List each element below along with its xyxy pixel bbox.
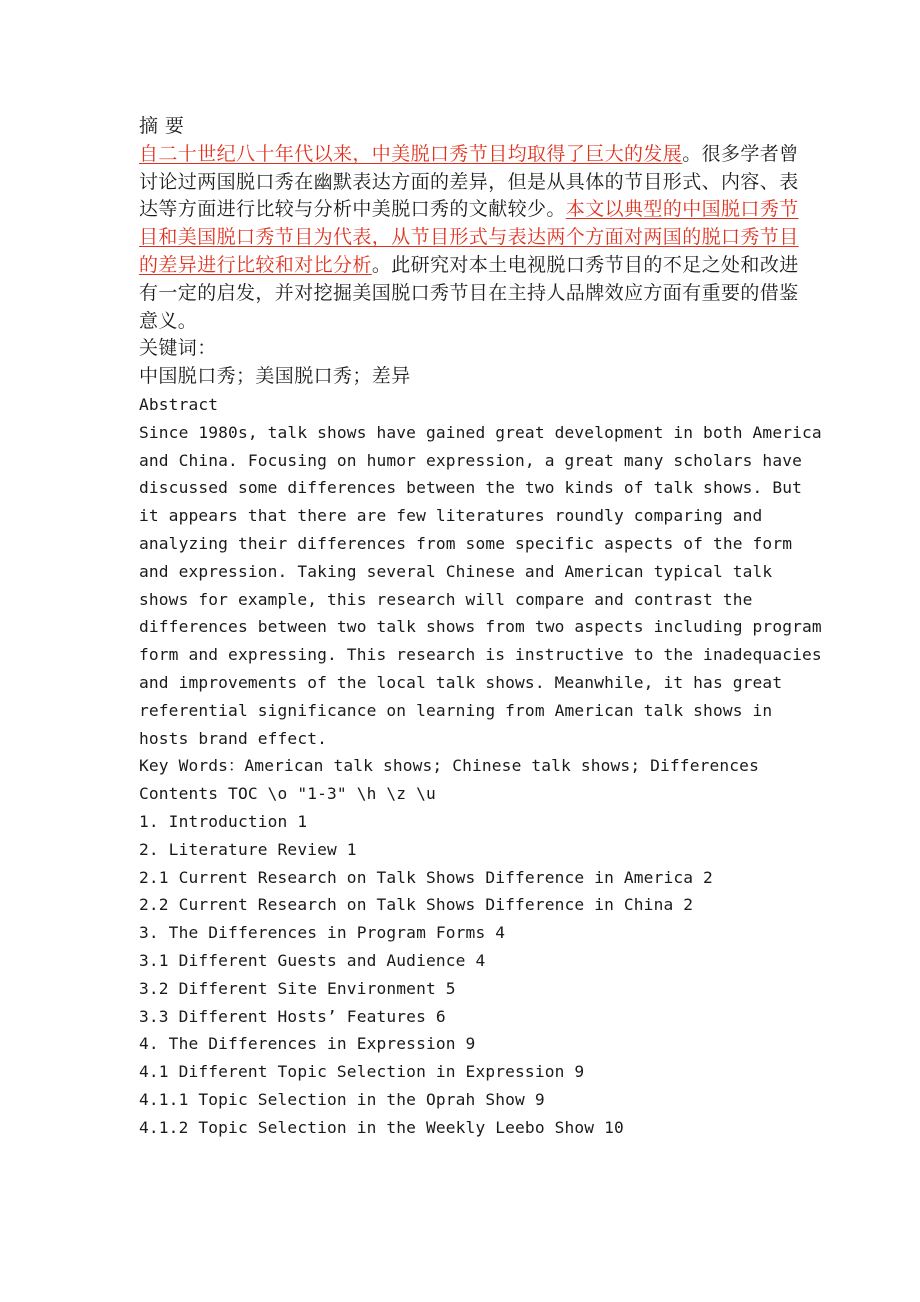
abstract-en-line: referential significance on learning from American talk shows in bbox=[139, 700, 773, 720]
contents-list bbox=[139, 808, 799, 1142]
plain-text: 讨论过两国脱口秀在幽默表达方面的差异，但是从具体的节目形式、内容、表 bbox=[139, 170, 799, 193]
plain-text: 有一定的启发，并对挖掘美国脱口秀节目在主持人品牌效应方面有重要的借鉴 bbox=[139, 281, 799, 304]
highlighted-text: 的差异进行比较和对比分析 bbox=[139, 253, 372, 276]
abstract-cn-heading: 摘 要 bbox=[139, 115, 185, 137]
toc-entry[interactable]: 1. Introduction 1 bbox=[139, 811, 308, 831]
abstract-en-line: Since 1980s, talk shows have gained great development in both America bbox=[139, 422, 822, 442]
document-page bbox=[139, 113, 822, 1141]
abstract-en-line: differences between two talk shows from two aspects including program bbox=[139, 617, 822, 637]
toc-entry[interactable]: 4.1.2 Topic Selection in the Weekly Leebo Show 10 bbox=[139, 1117, 624, 1137]
abstract-en-line: and China. Focusing on humor expression, a great many scholars have bbox=[139, 450, 803, 470]
plain-text: 意义。 bbox=[139, 309, 198, 332]
abstract-cn-body bbox=[139, 141, 799, 336]
abstract-cn-line bbox=[139, 280, 799, 308]
abstract-en-heading: Abstract bbox=[139, 394, 219, 414]
abstract-cn-line bbox=[139, 252, 799, 280]
toc-entry[interactable]: 3. The Differences in Program Forms 4 bbox=[139, 923, 506, 943]
abstract-cn-line bbox=[139, 224, 799, 252]
abstract-en-line: it appears that there are few literatures roundly comparing and bbox=[139, 506, 763, 526]
highlighted-text: 本文以典型的中国脱口秀节 bbox=[565, 198, 799, 221]
toc-entry[interactable]: 2.2 Current Research on Talk Shows Difference in China 2 bbox=[139, 895, 694, 915]
keywords-en: Key Words：American talk shows; Chinese talk shows; Differences bbox=[139, 756, 759, 776]
toc-entry[interactable]: 4.1.1 Topic Selection in the Oprah Show 9 bbox=[139, 1089, 545, 1109]
toc-entry[interactable]: 2. Literature Review 1 bbox=[139, 839, 357, 859]
abstract-en-line: and improvements of the local talk shows. Meanwhile, it has great bbox=[139, 672, 783, 692]
keywords-cn-label: 关键词： bbox=[139, 337, 217, 360]
abstract-en-body bbox=[139, 419, 822, 753]
toc-entry[interactable]: 4. The Differences in Expression 9 bbox=[139, 1034, 476, 1054]
abstract-cn-line bbox=[139, 196, 799, 224]
abstract-en-line: and expression. Taking several Chinese and American typical talk bbox=[139, 561, 773, 581]
abstract-en-line: shows for example, this research will compare and contrast the bbox=[139, 589, 753, 609]
abstract-en-line: analyzing their differences from some specific aspects of the form bbox=[139, 533, 793, 553]
keywords-cn: 中国脱口秀；美国脱口秀；差异 bbox=[139, 365, 411, 388]
plain-text: 。很多学者曾 bbox=[682, 142, 799, 165]
toc-entry[interactable]: 2.1 Current Research on Talk Shows Difference in America 2 bbox=[139, 867, 713, 887]
abstract-cn-line bbox=[139, 141, 799, 169]
contents-heading: Contents TOC \o "1-3" \h \z \u bbox=[139, 784, 436, 804]
toc-entry[interactable]: 3.1 Different Guests and Audience 4 bbox=[139, 950, 486, 970]
plain-text: 。此研究对本土电视脱口秀节目的不足之处和改进 bbox=[371, 253, 799, 276]
plain-text: 达等方面进行比较与分析中美脱口秀的文献较少。 bbox=[139, 198, 566, 221]
abstract-cn-line bbox=[139, 169, 799, 197]
highlighted-text: 自二十世纪八十年代以来，中美脱口秀节目均取得了巨大的发展 bbox=[139, 142, 683, 165]
abstract-en-line: discussed some differences between the two kinds of talk shows. But bbox=[139, 478, 803, 498]
toc-entry[interactable]: 3.2 Different Site Environment 5 bbox=[139, 978, 456, 998]
abstract-cn-line bbox=[139, 308, 799, 336]
abstract-en-line: form and expressing. This research is instructive to the inadequacies bbox=[139, 645, 822, 665]
highlighted-text: 目和美国脱口秀节目为代表，从节目形式与表达两个方面对两国的脱口秀节目 bbox=[139, 226, 799, 249]
toc-entry[interactable]: 4.1 Different Topic Selection in Expression 9 bbox=[139, 1062, 585, 1082]
abstract-en-line: hosts brand effect. bbox=[139, 728, 328, 748]
toc-entry[interactable]: 3.3 Different Hosts’ Features 6 bbox=[139, 1006, 446, 1026]
